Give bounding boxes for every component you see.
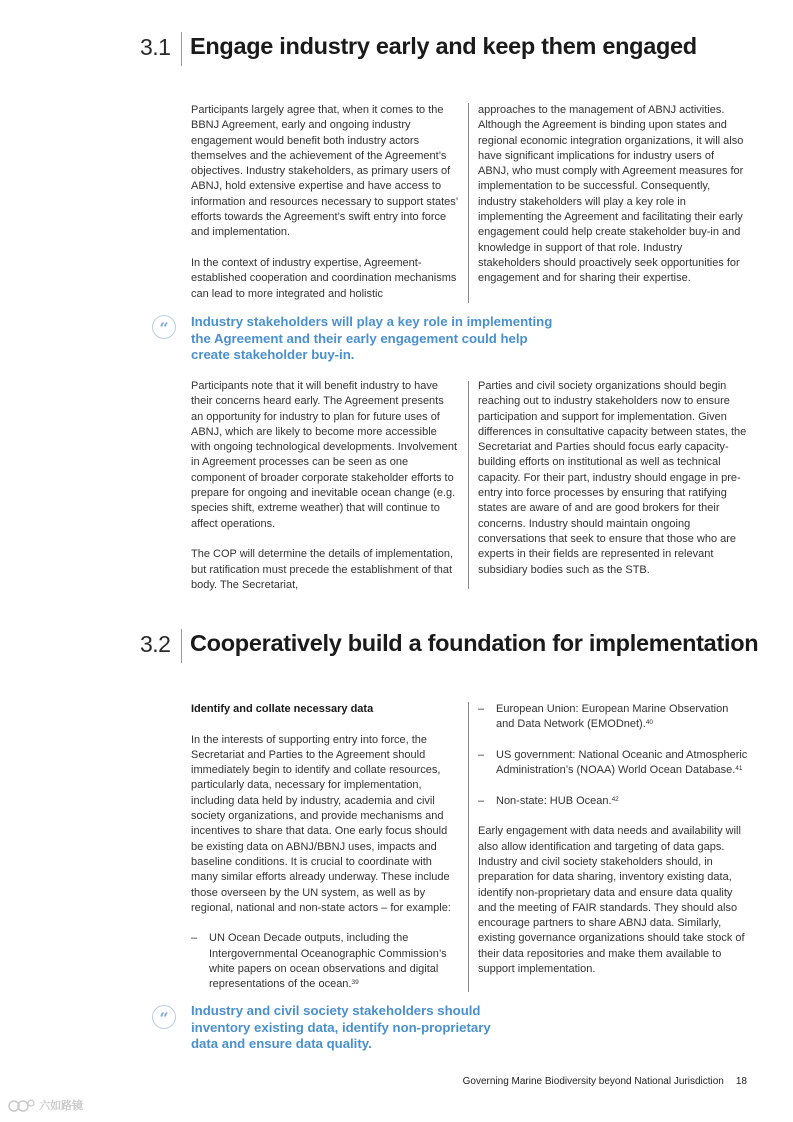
paragraph: Early engagement with data needs and availability will also allow identification and targeting of data gaps. Industry and civil society stakeholders should, in preparation for data sharing, inventory existing data, identify non-proprietary data and ensure data quality and the meeting of FAIR standards. They should also encourage partners to share ABNJ data. Similarly, existing governance organizations should take stock of their data repositories and make them available to support implementation. [478, 825, 745, 976]
footnote-ref: 41 [735, 765, 743, 773]
list-item-text: European Union: European Marine Observation and Data Network (EMODnet).$^{40}$ [496, 703, 729, 731]
quote-icon: “ [152, 1005, 176, 1029]
section-number: 3.2 [140, 631, 171, 657]
subheading: Identify and collate necessary data [191, 703, 374, 715]
watermark-logo-icon [8, 1097, 36, 1113]
list-item [478, 748, 748, 779]
paragraph: approaches to the management of ABNJ activities. Although the Agreement is binding upon states and regional economic integration organizations, it will also have significant implications for industry users of ABNJ, who must comply with Agreement measures for implementation to be successful. Consequently, industry stakeholders will play a key role in implementing the Agreement and facilitating their early engagement could help create stakeholder buy-in and knowledge in support of that role. Industry stakeholders should proactively seek opportunities for engagement and for sharing their expertise. [478, 104, 744, 285]
paragraph: The COP will determine the details of implementation, but ratification must precede the establishment of that body. The Secretariat, [191, 548, 454, 591]
section-divider [181, 32, 182, 66]
list-item-text: US government: National Oceanic and Atmospheric Administration’s (NOAA) World Ocean Database.$^{41}$ [496, 748, 748, 777]
column-divider [468, 103, 469, 303]
footnote-ref: 39 [351, 979, 359, 987]
pull-quote: Industry and civil society stakeholders should inventory existing data, identify non-proprietary data and ensure data quality. [191, 1003, 491, 1052]
list-item [478, 794, 748, 809]
page-footer [463, 1076, 747, 1087]
list-item-text: Non-state: HUB Ocean.$^{42}$ [496, 794, 619, 807]
bullet-dash: – [191, 932, 198, 945]
page-number: 18 [735, 1076, 747, 1087]
body-column-right [478, 103, 746, 287]
quote-icon: “ [152, 315, 176, 339]
list-item-text: UN Ocean Decade outputs, including the Intergovernmental Oceanographic Commission’s white papers on ocean observations and digital representations of the ocean.$^{39}$ [209, 932, 447, 991]
footnote-ref: 42 [611, 795, 619, 803]
list-item [191, 931, 461, 992]
paragraph: Parties and civil society organizations should begin reaching out to industry stakeholders now to ensure participation and support for implementation. Given differences in consultative capacity between states, the Secretariat and Parties should focus early capacity-building efforts on institutional as well as technical capacity. For their part, industry should engage in pre-entry into force processes by ensuring that ratifying states are aware of and are good brokers for their concerns. Industry should maintain ongoing conversations that seek to ensure that those who are experts in their fields are represented in relevant subsidiary bodies such as the STB. [478, 380, 747, 576]
footnote-ref: 40 [645, 719, 654, 727]
body-column-left [191, 379, 459, 593]
section-number: 3.1 [140, 34, 171, 60]
column-divider [468, 381, 469, 589]
body-column-right [478, 702, 748, 977]
section-title: Cooperatively build a foundation for implementation [190, 630, 759, 656]
watermark [8, 1097, 83, 1113]
footer-title: Governing Marine Biodiversity beyond National Jurisdiction [462, 1076, 724, 1087]
bullet-dash: – [478, 748, 485, 761]
list-item [478, 702, 748, 733]
paragraph: Participants note that it will benefit industry to have their concerns heard early. The Agreement presents an opportunity for industry to plan for future uses of ABNJ, which are likely to become more accessible with ongoing technological developments. Involvement in Agreement processes can be seen as one component of broader corporate stakeholder efforts to prepare for ongoing and inevitable ocean change (e.g. species shift, extreme weather) that will continue to affect operations. [191, 380, 457, 530]
paragraph: In the interests of supporting entry into force, the Secretariat and Parties to the Agreement should immediately begin to identify and collate resources, particularly data, necessary for implementation, including data held by industry, academia and civil society organizations, and provide mechanisms and incentives to share that data. One early focus should be existing data on ABNJ/BBNJ uses, impacts and baseline conditions. It is crucial to coordinate with many similar efforts already underway. These include those overseen by the UN system, as well as by regional, national and non-state actors – for example: [191, 733, 451, 914]
section-title: Engage industry early and keep them engaged [190, 33, 697, 59]
body-column-left [191, 103, 459, 302]
paragraph: Participants largely agree that, when it comes to the BBNJ Agreement, early and ongoing industry engagement would benefit both industry actors themselves and the achievement of the Agreement’s objectives. Industry stakeholders, as primary users of ABNJ, hold extensive expertise and have access to information and resources necessary to support states’ efforts towards the Agreement’s swift entry into force and implementation. [191, 104, 458, 239]
body-column-right [478, 379, 748, 578]
bullet-dash: – [478, 703, 485, 715]
bullet-dash: – [478, 794, 485, 807]
pull-quote: Industry stakeholders will play a key role in implementing the Agreement and their early engagement could help create stakeholder buy-in. [191, 314, 553, 363]
paragraph: In the context of industry expertise, Agreement-established cooperation and coordination mechanisms can lead to more integrated and holistic [191, 256, 457, 300]
section-divider [181, 629, 182, 663]
column-divider [468, 702, 469, 992]
watermark-text: 六如路镜 [39, 1100, 84, 1112]
body-column-left [191, 702, 461, 1008]
